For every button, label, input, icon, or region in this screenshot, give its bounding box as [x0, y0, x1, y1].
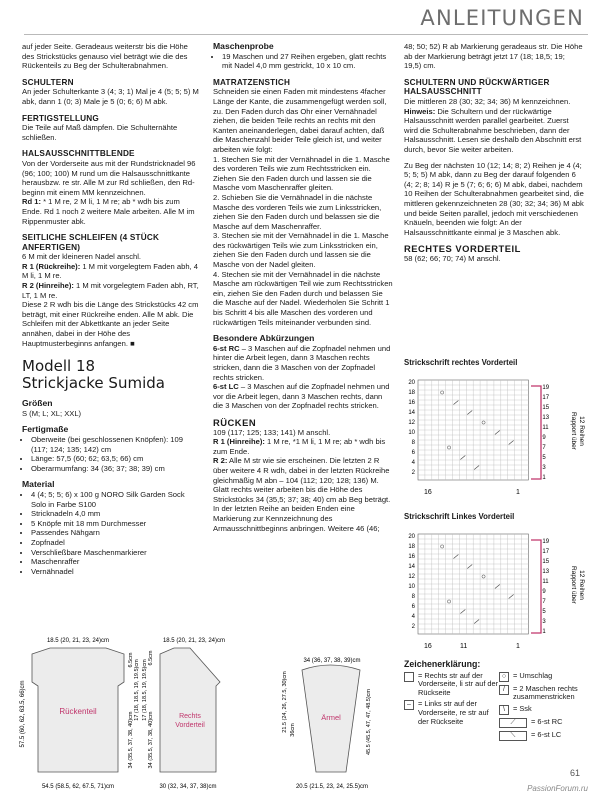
row-label: 10: [408, 430, 415, 436]
heading-rechtes-vorderteil: RECHTES VORDERTEIL: [404, 243, 521, 255]
round1-text: * 1 M re, 2 M li, 1 M re; ab * wdh bis zum Ende. Rd 1 noch 2 weitere Male arbeiten. Alle M im Rippenmuster abk.: [22, 197, 195, 226]
row-label: 17: [542, 395, 550, 401]
row-label: 4: [411, 614, 415, 620]
matratzen-text: Schneiden sie einen Faden mit mindestens 4facher Länge der Kante, die zusammengefügt werden soll, zu. Den Faden durch das Ohr einer Vernähnadel ziehen, die beiden Teile rechts an rechts mit den Kanten aneinanderlegen, dabei darauf achten, daß die Maschenzahl beider Teile gleich ist, und weiter arbeiten wie folgt:: [213, 87, 387, 154]
purl-stitch-icon: –: [404, 700, 414, 710]
heading-halsblende: HALSAUSSCHNITTBLENDE: [22, 149, 135, 159]
ruecken-row1: [213, 437, 393, 456]
row-labels-right: [542, 539, 549, 635]
schleifen-row1-text: 1 M mit vorgelegtem Faden abh, 4 M li, 1 M re.: [22, 261, 198, 281]
chart-grid: [418, 380, 528, 480]
row-label: 3: [542, 619, 546, 625]
column-1: [22, 42, 200, 576]
legend-text: = 6-st RC: [531, 716, 563, 726]
row-label: 9: [542, 435, 546, 441]
halsblende-text: Von der Vorderseite aus mit der Rundstricknadel 96 (96; 100; 100) M rund um die Halsausschnittkante herausbzw. re str. Alle M zur Rd schließen, den Rd-beginn mit einem MM kennzeichnen.: [22, 158, 196, 197]
cable-rc-icon: ⟋: [499, 718, 527, 728]
front-piece-label-1: Rechts: [179, 713, 201, 720]
row-label: 1: [542, 475, 546, 481]
row-label: 6: [411, 450, 415, 456]
rapport-label-2: 12 Reihen: [578, 570, 585, 600]
row-label: 19: [542, 385, 550, 391]
ruecken-row2-label: R 2:: [213, 456, 228, 466]
row-label: 14: [408, 564, 415, 570]
legend-text: = Ssk: [513, 703, 532, 713]
k2tog-icon: /: [499, 685, 509, 695]
back-top-dim: 18.5 (20, 21, 23, 24)cm: [46, 638, 110, 644]
heading-abkuerzungen: Besondere Abkürzungen: [213, 333, 315, 344]
row-label: 8: [411, 440, 415, 446]
maschenprobe-list: [213, 52, 393, 71]
row-label: 6: [411, 604, 415, 610]
legend-text: = Links str auf der Vorderseite, re str auf der Rückseite: [418, 699, 489, 726]
row-label: 3: [542, 465, 546, 471]
legend-grid: [404, 672, 594, 744]
rapport-bracket: [531, 386, 541, 479]
legend-text: = 2 Maschen rechts zusammenstricken: [513, 683, 578, 702]
header-rule: [24, 34, 588, 35]
row-label: 19: [542, 539, 550, 545]
ruecken-row1-text: 1 M re, *1 M li, 1 M re; ab * wdh bis zum Ende.: [213, 437, 386, 456]
column-3: [404, 42, 584, 263]
chart-1-title: Strickschrift rechtes Vorderteil: [404, 358, 518, 367]
garment-schematic: [14, 630, 404, 800]
page-number: 61: [569, 768, 580, 778]
row-label: 15: [542, 405, 550, 411]
heading-schultern-hals: SCHULTERN UND RÜCKWÄRTIGER HALSAUSSCHNITT: [404, 77, 550, 97]
sleeve-piece-label: Ärmel: [321, 713, 341, 722]
abk-lc: [213, 382, 393, 411]
back-shoulder-dim: 6.5cm: [128, 652, 134, 668]
row-label: 20: [408, 534, 415, 540]
model-title: Modell 18: [22, 357, 96, 376]
list-item: • Verschließbare Maschenmarkierer: [31, 548, 200, 558]
cable-lc-icon: ⟍: [499, 731, 527, 741]
column-2: [213, 42, 393, 533]
ruecken-row2: [213, 456, 393, 504]
schleifen-row2-label: R 2 (Hinreihe):: [22, 281, 74, 291]
legend-item: [499, 672, 594, 682]
page-header-title: ANLEITUNGEN: [420, 6, 584, 30]
chart-grid: [418, 534, 528, 634]
sleeve-bottom-dim: 20.5 (21.5, 23, 24, 25.5)cm: [295, 784, 369, 790]
groessen-text: S (M; L; XL; XXL): [22, 408, 82, 418]
matratzen-step-3: 3. Stechen sie mit der Vernähnadel in die 1. Masche des rückwärtigen Teils wie zum Linksstricken ein, ziehen Sie den Faden durch und lassen sie die Masche von der Nadel gleiten.: [213, 231, 389, 270]
row-label: 11: [542, 579, 549, 585]
back-piece-label: Rückenteil: [59, 707, 97, 716]
legend-item: [499, 705, 594, 715]
legend-text: = Umschlag: [513, 670, 553, 680]
row-label: 1: [542, 629, 546, 635]
fertigmasse-list: [22, 435, 200, 473]
schleifen-row2: [22, 281, 200, 300]
heading-fertigmasse: Fertigmaße: [22, 424, 69, 435]
row-label: 12: [408, 574, 415, 580]
list-item: • Vernähnadel: [31, 567, 200, 577]
legend-item: [404, 672, 499, 698]
schultern-hals-text-2: Zu Beg der nächsten 10 (12; 14; 8; 2) Reihen je 4 (4; 5; 5; 5) M abk, dann zu Beg der darauf folgenden 6 (4; 2; 8; 14) R je 5 (7; 6; 6; 6) M abk, dabei, nachdem 10 Reihen der Schulterabnahmen gearbeitet sind, die mittleren gekennzeichneten 28 (30; 32; 34; 36) M abk und beide Seiten parallel, jedoch mit verschiedenen Knäueln, beenden wie folgt: An der Halsausschnittkante einmal je 3 Maschen abk.: [404, 160, 584, 237]
schultern-text: An jeder Schulterkante 3 (4; 3; 1) Mal je 4 (5; 5; 5) M abk, dann 1 (0; 3) Male je 5 (0; 6; 6) M abk.: [22, 87, 199, 106]
abk-rc-label: 6-st RC: [213, 343, 240, 353]
row-label: 18: [408, 544, 415, 550]
halsblende-round1: [22, 197, 200, 226]
row-label: 15: [542, 559, 550, 565]
row-label: 14: [408, 410, 415, 416]
row-label: 17: [542, 549, 550, 555]
legend-col-left: [404, 672, 499, 744]
ruecken-row1-label: R 1 (Hinreihe):: [213, 437, 265, 447]
schleifen-row1: [22, 262, 200, 281]
legend-text: = Rechts str auf der Vorderseite, li str auf der Rückseite: [418, 670, 499, 697]
front-armhole-dim: 17 (18, 18.5, 19, 19.5)cm: [142, 659, 148, 721]
model-subtitle: Strickjacke Sumida: [22, 374, 165, 393]
abk-lc-label: 6-st LC: [213, 382, 239, 392]
legend: [404, 660, 594, 744]
yarn-over-icon: ○: [499, 672, 509, 682]
row-label: 7: [542, 445, 546, 451]
schultern-hals-hint: [404, 107, 584, 155]
legend-title: Zeichenerklärung:: [404, 659, 481, 669]
rapport-label-2: 12 Reihen: [578, 416, 585, 446]
list-item: • Oberweite (bei geschlossenen Knöpfen): 109 (117; 124; 135; 142) cm: [31, 435, 200, 454]
abk-rc-text: – 3 Maschen auf die Zopfnadel nehmen und hinter die Arbeit legen, dann 3 Maschen rechts stricken, dann die 3 Maschen von der Zopfnadel rechts stricken.: [213, 343, 391, 382]
legend-col-right: [499, 672, 594, 744]
col-label-right: 1: [516, 643, 520, 650]
row-label: 5: [542, 609, 546, 615]
list-item: • Länge: 57,5 (60; 62; 63,5; 66) cm: [31, 454, 200, 464]
list-item: • Zopfnadel: [31, 538, 200, 548]
row-label: 5: [542, 455, 546, 461]
ruecken-text: 109 (117; 125; 133; 141) M anschl.: [213, 427, 331, 437]
sleeve-cap-dim-2: 36cm: [290, 723, 296, 737]
row-label: 2: [411, 624, 415, 630]
back-side-dim: 34 (35.5, 37, 38, 40)cm: [128, 711, 134, 769]
row-label: 8: [411, 594, 415, 600]
list-item: • Maschenraffer: [31, 557, 200, 567]
sleeve-cap-dim: 21.5 (24, 26, 27.5, 30)cm: [282, 671, 288, 733]
rechtes-vorderteil-text: 58 (62; 66; 70; 74) M anschl.: [404, 253, 501, 263]
row-label: 10: [408, 584, 415, 590]
row-label: 16: [408, 400, 415, 406]
list-item: • 5 Knöpfe mit 18 mm Durchmesser: [31, 519, 200, 529]
front-piece-shape: [160, 648, 220, 772]
back-length-dim: 57.5 (60, 62, 63.5, 66)cm: [20, 680, 26, 748]
list-item: • 19 Maschen und 27 Reihen ergeben, glatt rechts mit Nadel 4,0 mm gestrickt, 10 x 10 cm.: [222, 52, 393, 71]
front-shoulder-dim: 6.5cm: [148, 650, 154, 666]
schleifen-row2-text: 1 M mit vorgelegtem Faden abh, RT, LT, 1 M re.: [22, 281, 199, 300]
site-watermark: PassionForum.ru: [527, 784, 588, 793]
material-list: [22, 490, 200, 576]
knitting-chart-left-front: [400, 520, 590, 660]
knitting-chart-right-front: [400, 366, 590, 506]
heading-groessen: Größen: [22, 398, 53, 409]
front-bottom-dim: 30 (32, 34, 37, 38)cm: [159, 784, 217, 790]
ruecken-text-3: In der letzten Reihe an beiden Enden eine Markierung zur Kennzeichnung des Armausschnittbeginns anbringen. Weitere 46 (46;: [213, 504, 380, 533]
matratzen-step-2: 2. Schieben Sie die Vernähnadel in die nächste Masche des vorderen Teils wie zum Linksstricken, ziehen Sie den Faden durch und belassen sie die Masche auf dem Maschenraffer.: [213, 192, 382, 231]
hint-label: Hinweis:: [404, 106, 436, 116]
row-labels-right: [542, 385, 549, 481]
matratzen-step-4: 4. Stechen sie mit der Vernähnadel in die nächste Masche am rückwärtigen Teil wie zum Rechtsstricken ein, ziehen Sie den Faden durch und belassen Sie die Masche auf der Nadel. Wiederholen Sie Schritt 1 bis Schritt 4 bis alle Maschen des vorderen und rückwärtigen Teils miteinander verbunden sind.: [213, 269, 393, 327]
back-bottom-dim: 54.5 (58.5, 62, 67.5, 71)cm: [41, 784, 115, 790]
round1-label: Rd 1:: [22, 197, 41, 207]
row-label: 2: [411, 470, 415, 476]
row-label: 20: [408, 380, 415, 386]
row-labels-left: [408, 534, 415, 630]
row-label: 16: [408, 554, 415, 560]
heading-schleifen: SEITLICHE SCHLEIFEN (4 STÜCK ANFERTIGEN): [22, 233, 160, 252]
row-label: 13: [542, 569, 550, 575]
legend-item: [499, 685, 594, 702]
rapport-label: Rapport über: [570, 412, 577, 450]
list-item: • 4 (4; 5; 5; 6) x 100 g NORO Silk Garden Sock Solo in Farbe S100: [31, 490, 200, 509]
hint-text: Die Schultern und der rückwärtige Halsausschnitt werden parallel gearbeitet. Zuerst wird die Schulterabnahme beschrieben, dann der Halsausschnitt. Lesen sie deshalb den Abschnitt erst durch, bevor Sie weiter arbeiten.: [404, 106, 582, 154]
legend-item: [499, 718, 594, 728]
ssk-icon: \: [499, 705, 509, 715]
back-armhole-dim: 17 (18, 18.5, 19, 19.5)cm: [134, 659, 140, 721]
list-item: • Oberarmumfang: 34 (36; 37; 38; 39) cm: [31, 464, 200, 474]
matratzen-step-1: 1. Stechen Sie mit der Vernähnadel in die 1. Masche des vorderen Teils wie zum Rechtsstricken ein. Ziehen Sie den Faden durch und lassen sie die Masche vom Maschenraffer gleiten.: [213, 154, 390, 193]
abk-lc-text: – 3 Maschen auf die Zopfnadel nehmen und vor die Arbeit legen, dann 3 Maschen rechts, dann die 3 Maschen von der Zopfnadel rechts stricken.: [213, 382, 390, 411]
rapport-bracket: [531, 540, 541, 633]
col-label-left: 16: [424, 643, 432, 650]
col-label-mid: 11: [460, 643, 468, 650]
list-item: • Stricknadeln 4,0 mm: [31, 509, 200, 519]
heading-material: Material: [22, 479, 55, 490]
chart-2-title: Strickschrift Linkes Vorderteil: [404, 512, 515, 521]
heading-schultern: SCHULTERN: [22, 77, 74, 87]
row-label: 11: [542, 425, 549, 431]
heading-ruecken: RÜCKEN: [213, 416, 257, 428]
heading-maschenprobe: Maschenprobe: [213, 41, 274, 51]
legend-item: [499, 731, 594, 741]
abk-rc: [213, 344, 393, 382]
ruecken-row2-text: Alle M str wie sie erscheinen. Die letzten 2 R über weitere 4 R wdh, dabei in der letzten Rückreihe gleichmäßig M abn – 104 (112; 120; 128; 136) M. Glatt rechts weiter arbeiten bis die Höhe des Strickstücks 34 (35,5; 37; 38; 40) cm ab Beg beträgt.: [213, 456, 391, 504]
row-label: 7: [542, 599, 546, 605]
sleeve-length-dim: 45.5 (45.5, 47, 47, 48.5)cm: [366, 688, 372, 756]
list-item: • Passendes Nähgarn: [31, 528, 200, 538]
schultern-hals-text: Die mittleren 28 (30; 32; 34; 36) M kennzeichnen.: [404, 96, 571, 106]
heading-fertigstellung: FERTIGSTELLUNG: [22, 113, 99, 123]
col-label-right: 1: [516, 489, 520, 496]
row-label: 13: [542, 415, 550, 421]
col-label-left: 16: [424, 489, 432, 496]
knit-stitch-icon: [404, 672, 414, 682]
heading-matratzenstich: MATRATZENSTICH: [213, 77, 291, 87]
front-piece-label-2: Vorderteil: [175, 722, 205, 729]
front-side-dim: 34 (35.5, 37, 38, 40)cm: [148, 711, 154, 769]
row-label: 18: [408, 390, 415, 396]
continued-text: 48; 50; 52) R ab Markierung geradeaus str. Die Höhe ab der Markierung beträgt jetzt 17 (18; 18,5; 19; 19,5) cm.: [404, 42, 583, 71]
schleifen-row1-label: R 1 (Rückreihe):: [22, 261, 81, 271]
front-top-dim: 18.5 (20, 21, 23, 24)cm: [162, 638, 226, 644]
row-labels-left: [408, 380, 415, 476]
row-label: 12: [408, 420, 415, 426]
intro-text: auf jeder Seite. Geradeaus weiterstr bis die Höhe des Strickstücks genauso viel beträgt wie die des Rückenteils zu Beg der Schulterabnahmen.: [22, 42, 188, 71]
rapport-label: Rapport über: [570, 566, 577, 604]
legend-item: [404, 700, 499, 726]
schleifen-text: 6 M mit der kleineren Nadel anschl.: [22, 252, 142, 262]
row-label: 4: [411, 460, 415, 466]
sleeve-top-dim: 34 (36, 37, 38, 39)cm: [303, 658, 361, 664]
schleifen-text-2: Diese 2 R wdh bis die Länge des Strickstücks 42 cm beträgt, mit einer Rückreihe enden. Alle M abk. Die Schleifen mit der Abkettkante an jeder Seite annähen, dabei in der Höhe des Hauptmusterbeginns anfangen. ■: [22, 300, 199, 348]
fertigstellung-text: Die Teile auf Maß dämpfen. Die Schulternähte schließen.: [22, 123, 178, 142]
row-label: 9: [542, 589, 546, 595]
legend-text: = 6-st LC: [531, 729, 562, 739]
